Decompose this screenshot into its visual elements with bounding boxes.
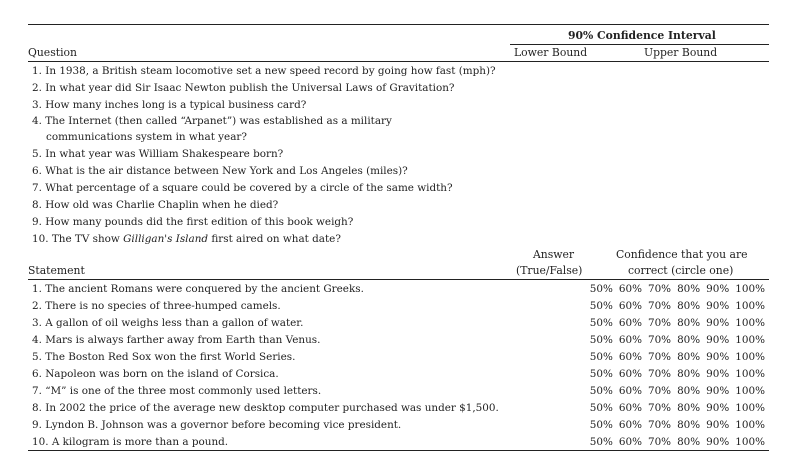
confidence-option[interactable]: 50%	[589, 300, 613, 312]
question-7: 7. What percentage of a square could be covered by a circle of the same width?	[32, 182, 453, 194]
statement-8: 8. In 2002 the price of the average new desktop computer purchased was under $1,500.	[32, 402, 499, 414]
confidence-header-line2: correct (circle one)	[628, 264, 734, 277]
confidence-option[interactable]: 80%	[677, 368, 701, 380]
confidence-option[interactable]: 100%	[735, 300, 765, 312]
question-8: 8. How old was Charlie Chaplin when he died?	[32, 199, 279, 211]
confidence-option[interactable]: 60%	[618, 317, 642, 329]
confidence-option[interactable]: 50%	[589, 334, 613, 346]
confidence-options-row-3	[590, 317, 765, 329]
statement-3: 3. A gallon of oil weighs less than a gallon of water.	[32, 317, 304, 329]
confidence-option[interactable]: 100%	[735, 419, 765, 431]
confidence-option[interactable]: 100%	[735, 317, 765, 329]
confidence-option[interactable]: 50%	[589, 368, 613, 380]
statement-5: 5. The Boston Red Sox won the first World Series.	[32, 351, 296, 363]
confidence-option[interactable]: 90%	[706, 334, 730, 346]
confidence-option[interactable]: 100%	[735, 436, 765, 448]
confidence-option[interactable]: 60%	[618, 334, 642, 346]
confidence-options-row-8	[590, 402, 765, 414]
confidence-option[interactable]: 70%	[647, 385, 672, 397]
statement-column-header: Statement	[28, 264, 85, 277]
question-column-header: Question	[28, 46, 77, 59]
confidence-option[interactable]: 50%	[589, 351, 613, 363]
confidence-option[interactable]: 70%	[647, 283, 672, 295]
confidence-option[interactable]: 60%	[618, 419, 642, 431]
confidence-option[interactable]: 70%	[647, 368, 672, 380]
confidence-option[interactable]: 100%	[735, 351, 765, 363]
confidence-options-row-6	[590, 368, 765, 380]
upper-bound-header: Upper Bound	[644, 46, 718, 59]
confidence-option[interactable]: 60%	[618, 283, 642, 295]
confidence-options-row-2	[590, 300, 765, 312]
confidence-option[interactable]: 100%	[735, 368, 765, 380]
question-2: 2. In what year did Sir Isaac Newton publish the Universal Laws of Gravitation?	[32, 82, 455, 94]
confidence-options-row-10	[590, 436, 765, 448]
confidence-option[interactable]: 90%	[706, 300, 730, 312]
confidence-options-row-1	[590, 283, 765, 295]
confidence-option[interactable]: 60%	[618, 402, 642, 414]
confidence-option[interactable]: 80%	[677, 317, 701, 329]
question-10-prefix: 10. The TV show	[32, 233, 124, 245]
confidence-option[interactable]: 60%	[618, 368, 642, 380]
confidence-option[interactable]: 80%	[677, 436, 701, 448]
question-4-continued: communications system in what year?	[46, 131, 247, 143]
question-5: 5. In what year was William Shakespeare born?	[32, 148, 284, 160]
bottom-rule	[28, 450, 769, 451]
confidence-option[interactable]: 80%	[677, 283, 701, 295]
confidence-option[interactable]: 100%	[735, 283, 765, 295]
question-3: 3. How many inches long is a typical business card?	[32, 99, 307, 111]
answer-header-line1: Answer	[533, 248, 575, 261]
confidence-interval-underline	[510, 44, 769, 45]
confidence-option[interactable]: 50%	[589, 385, 613, 397]
question-10-show-title: Gilligan's Island	[123, 233, 209, 245]
part1-header-rule	[28, 61, 769, 62]
confidence-option[interactable]: 50%	[589, 402, 613, 414]
question-9: 9. How many pounds did the first edition of this book weigh?	[32, 216, 354, 228]
confidence-option[interactable]: 50%	[589, 436, 613, 448]
confidence-options-row-7	[590, 385, 765, 397]
confidence-option[interactable]: 70%	[647, 300, 672, 312]
statement-10: 10. A kilogram is more than a pound.	[32, 436, 229, 448]
confidence-option[interactable]: 80%	[677, 385, 701, 397]
confidence-option[interactable]: 90%	[706, 419, 730, 431]
question-10	[32, 233, 341, 245]
confidence-interval-header: 90% Confidence Interval	[568, 29, 716, 42]
confidence-option[interactable]: 100%	[735, 334, 765, 346]
statement-7: 7. “M” is one of the three most commonly used letters.	[32, 385, 322, 397]
confidence-option[interactable]: 100%	[735, 385, 765, 397]
answer-header-line2: (True/False)	[516, 264, 583, 277]
confidence-option[interactable]: 90%	[706, 436, 730, 448]
statement-9: 9. Lyndon B. Johnson was a governor before becoming vice president.	[32, 419, 402, 431]
confidence-option[interactable]: 60%	[618, 436, 642, 448]
confidence-option[interactable]: 60%	[618, 300, 642, 312]
confidence-option[interactable]: 50%	[589, 283, 613, 295]
confidence-option[interactable]: 90%	[706, 368, 730, 380]
question-1: 1. In 1938, a British steam locomotive set a new speed record by going how fast (mph)?	[32, 65, 496, 77]
lower-bound-header: Lower Bound	[514, 46, 588, 59]
confidence-option[interactable]: 60%	[618, 351, 642, 363]
confidence-option[interactable]: 80%	[677, 300, 701, 312]
confidence-option[interactable]: 70%	[647, 436, 672, 448]
statement-4: 4. Mars is always farther away from Earth than Venus.	[32, 334, 321, 346]
confidence-option[interactable]: 70%	[647, 334, 672, 346]
confidence-option[interactable]: 80%	[677, 402, 701, 414]
statement-1: 1. The ancient Romans were conquered by the ancient Greeks.	[32, 283, 364, 295]
question-4: 4. The Internet (then called “Arpanet”) was established as a military	[32, 115, 392, 127]
confidence-option[interactable]: 70%	[647, 351, 672, 363]
confidence-option[interactable]: 90%	[706, 385, 730, 397]
question-10-suffix: first aired on what date?	[208, 233, 341, 245]
confidence-option[interactable]: 70%	[647, 317, 672, 329]
top-rule	[28, 24, 769, 25]
confidence-option[interactable]: 70%	[647, 419, 672, 431]
confidence-option[interactable]: 100%	[735, 402, 765, 414]
confidence-options-row-9	[590, 419, 765, 431]
statement-2: 2. There is no species of three-humped camels.	[32, 300, 281, 312]
confidence-option[interactable]: 90%	[706, 351, 730, 363]
confidence-options-row-4	[590, 334, 765, 346]
confidence-header-line1: Confidence that you are	[616, 248, 748, 261]
confidence-option[interactable]: 80%	[677, 334, 701, 346]
confidence-option[interactable]: 80%	[677, 351, 701, 363]
question-6: 6. What is the air distance between New York and Los Angeles (miles)?	[32, 165, 408, 177]
statement-6: 6. Napoleon was born on the island of Corsica.	[32, 368, 279, 380]
confidence-option[interactable]: 80%	[677, 419, 701, 431]
confidence-option[interactable]: 90%	[706, 402, 730, 414]
confidence-option[interactable]: 50%	[589, 317, 613, 329]
confidence-options-row-5	[590, 351, 765, 363]
confidence-option[interactable]: 90%	[706, 283, 730, 295]
confidence-option[interactable]: 60%	[618, 385, 642, 397]
confidence-option[interactable]: 90%	[706, 317, 730, 329]
confidence-option[interactable]: 70%	[647, 402, 672, 414]
confidence-option[interactable]: 50%	[589, 419, 613, 431]
part2-header-rule	[28, 279, 769, 280]
